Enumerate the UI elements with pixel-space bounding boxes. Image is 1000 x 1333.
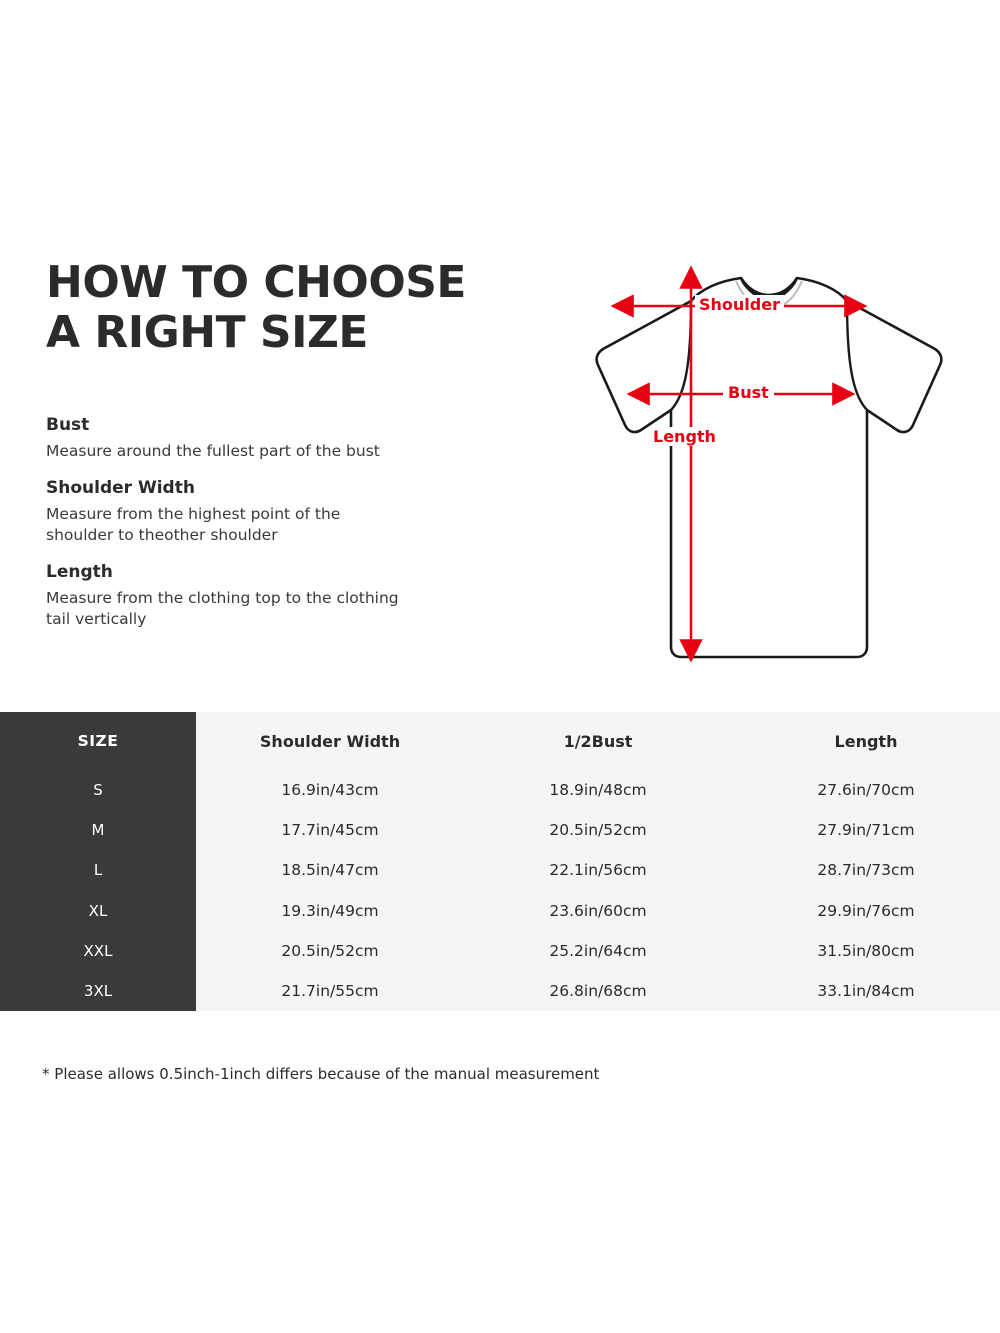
cell-shoulder-width: 19.3in/49cm — [196, 891, 464, 931]
size-table — [0, 712, 1000, 1030]
label-shoulder: Shoulder — [695, 295, 784, 314]
table-header-row — [0, 712, 1000, 770]
cell-half-bust: 20.5in/52cm — [464, 810, 732, 850]
cell-shoulder-width: 16.9in/43cm — [196, 770, 464, 810]
definition-term: Bust — [46, 415, 90, 435]
cell-length: 31.5in/80cm — [732, 931, 1000, 971]
definition-term: Shoulder Width — [46, 478, 195, 498]
table-row — [0, 971, 1000, 1011]
cell-half-bust: 25.2in/64cm — [464, 931, 732, 971]
table-row — [0, 810, 1000, 850]
table-header-length: Length — [732, 712, 1000, 770]
cell-size: XL — [0, 891, 196, 931]
tshirt-diagram — [505, 245, 985, 685]
page-title — [46, 258, 516, 358]
table-row — [0, 770, 1000, 810]
cell-length: 27.6in/70cm — [732, 770, 1000, 810]
cell-size: L — [0, 850, 196, 890]
cell-length: 27.9in/71cm — [732, 810, 1000, 850]
page-title-line-1: HOW TO CHOOSE — [46, 257, 466, 308]
definitions-list — [46, 415, 516, 646]
cell-length: 33.1in/84cm — [732, 971, 1000, 1011]
tshirt-outline — [597, 278, 942, 657]
definition-description: Measure from the clothing top to the clothing tail vertically — [46, 589, 399, 628]
page-title-line-2: A RIGHT SIZE — [46, 307, 368, 358]
footnote: * Please allows 0.5inch-1inch differs because of the manual measurement — [42, 1065, 600, 1083]
table-row — [0, 891, 1000, 931]
definition-term: Length — [46, 562, 113, 582]
cell-size: S — [0, 770, 196, 810]
label-bust: Bust — [723, 383, 774, 402]
definition-length — [46, 562, 516, 630]
cell-size: 3XL — [0, 971, 196, 1011]
cell-shoulder-width: 21.7in/55cm — [196, 971, 464, 1011]
cell-half-bust: 18.9in/48cm — [464, 770, 732, 810]
cell-size: XXL — [0, 931, 196, 971]
cell-length: 28.7in/73cm — [732, 850, 1000, 890]
cell-half-bust: 22.1in/56cm — [464, 850, 732, 890]
table-row — [0, 850, 1000, 890]
table-header-size: SIZE — [0, 712, 196, 770]
definition-shoulder-width — [46, 478, 516, 546]
table-header-shoulder-width: Shoulder Width — [196, 712, 464, 770]
table-header-half-bust: 1/2Bust — [464, 712, 732, 770]
definition-description: Measure from the highest point of the shoulder to theother shoulder — [46, 505, 341, 544]
cell-size: M — [0, 810, 196, 850]
label-length: Length — [649, 427, 720, 446]
cell-shoulder-width: 17.7in/45cm — [196, 810, 464, 850]
definition-bust — [46, 415, 516, 462]
cell-half-bust: 23.6in/60cm — [464, 891, 732, 931]
cell-shoulder-width: 18.5in/47cm — [196, 850, 464, 890]
table-row — [0, 931, 1000, 971]
cell-length: 29.9in/76cm — [732, 891, 1000, 931]
cell-half-bust: 26.8in/68cm — [464, 971, 732, 1011]
definition-description: Measure around the fullest part of the bust — [46, 442, 380, 460]
cell-shoulder-width: 20.5in/52cm — [196, 931, 464, 971]
